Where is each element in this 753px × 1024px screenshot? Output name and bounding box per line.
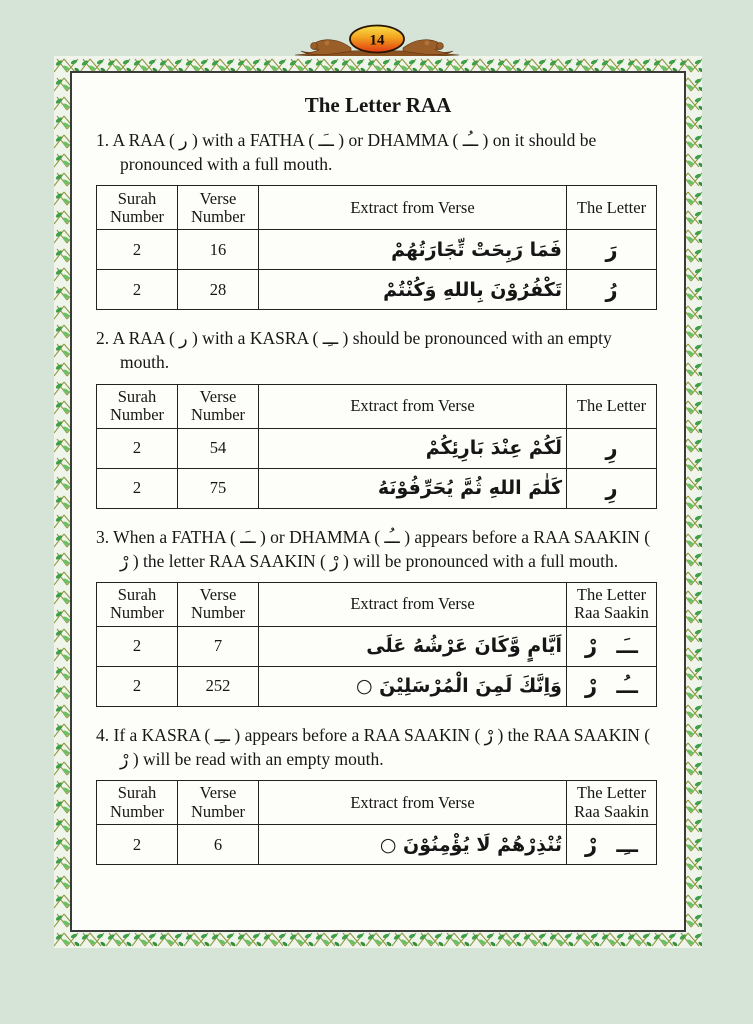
- col-header-surah: Surah Number: [97, 582, 178, 626]
- col-header-surah: Surah Number: [97, 384, 178, 428]
- table-header-row: [97, 384, 657, 428]
- letter-cell: ــَـ رْ: [567, 626, 657, 666]
- letter-cell: رِ: [567, 428, 657, 468]
- verse-number: 6: [178, 825, 259, 865]
- col-header-surah: Surah Number: [97, 781, 178, 825]
- surah-number: 2: [97, 666, 178, 706]
- surah-number: 2: [97, 230, 178, 270]
- verse-number: 54: [178, 428, 259, 468]
- col-header-extract: Extract from Verse: [259, 186, 567, 230]
- verse-extract: وَاِنَّكَ لَمِنَ الْمُرْسَلِيْنَ ○: [259, 666, 567, 706]
- letter-cell: ــُـ رْ: [567, 666, 657, 706]
- page-number: 14: [369, 32, 384, 49]
- rule-3: 3. When a FATHA ( ــَـ ) or DHAMMA ( ــُـ ) appears before a RAA SAAKIN ( رْ ) the letter RAA SAAKIN ( رْ ) will be pronounced with a full mouth.: [96, 526, 651, 571]
- rule-3-table: [96, 582, 657, 707]
- verse-number: 28: [178, 270, 259, 310]
- table-row: [97, 626, 657, 666]
- table-header-row: [97, 582, 657, 626]
- verse-number: 252: [178, 666, 259, 706]
- surah-number: 2: [97, 468, 178, 508]
- content-page: [70, 71, 686, 932]
- verse-extract: لَكُمْ عِنْدَ بَارِئِكُمْ: [259, 428, 567, 468]
- col-header-verse: Verse Number: [178, 384, 259, 428]
- verse-extract: اَيَّامٍ وَّكَانَ عَرْشُهُ عَلَى: [259, 626, 567, 666]
- verse-extract: فَمَا رَبِحَتْ تِّجَارَتُهُمْ: [259, 230, 567, 270]
- letter-cell: ــِـ رْ: [567, 825, 657, 865]
- rule-2: 2. A RAA ( ر ) with a KASRA ( ــِـ ) should be pronounced with an empty mouth.: [96, 328, 612, 373]
- surah-number: 2: [97, 626, 178, 666]
- verse-extract: تَكْفُرُوْنَ بِاللهِ وَكُنْتُمْ: [259, 270, 567, 310]
- verse-number: 75: [178, 468, 259, 508]
- col-header-letter: The Letter Raa Saakin: [567, 582, 657, 626]
- rule-4: 4. If a KASRA ( ــِـ ) appears before a RAA SAAKIN ( رْ ) the RAA SAAKIN ( رْ ) will be read with an empty mouth.: [96, 724, 651, 769]
- table-header-row: [97, 186, 657, 230]
- letter-cell: رَ: [567, 230, 657, 270]
- col-header-letter: The Letter Raa Saakin: [567, 781, 657, 825]
- verse-extract: تُنْذِرْهُمْ لَا يُؤْمِنُوْنَ ○: [259, 825, 567, 865]
- surah-number: 2: [97, 428, 178, 468]
- table-row: [97, 230, 657, 270]
- rule-2-table: [96, 384, 657, 509]
- col-header-surah: Surah Number: [97, 186, 178, 230]
- rule-4-table: [96, 780, 657, 865]
- letter-cell: رِ: [567, 468, 657, 508]
- table-row: [97, 428, 657, 468]
- letter-cell: رُ: [567, 270, 657, 310]
- table-header-row: [97, 781, 657, 825]
- table-row: [97, 666, 657, 706]
- surah-number: 2: [97, 270, 178, 310]
- verse-number: 7: [178, 626, 259, 666]
- rule-1: 1. A RAA ( ر ) with a FATHA ( ــَـ ) or DHAMMA ( ــُـ ) on it should be pronounced with a full mouth.: [96, 130, 597, 175]
- col-header-verse: Verse Number: [178, 582, 259, 626]
- col-header-verse: Verse Number: [178, 781, 259, 825]
- rule-1-table: [96, 185, 657, 310]
- col-header-extract: Extract from Verse: [259, 384, 567, 428]
- table-row: [97, 825, 657, 865]
- col-header-extract: Extract from Verse: [259, 582, 567, 626]
- col-header-letter: The Letter: [567, 186, 657, 230]
- surah-number: 2: [97, 825, 178, 865]
- page-title: The Letter RAA: [304, 93, 452, 117]
- table-row: [97, 468, 657, 508]
- col-header-verse: Verse Number: [178, 186, 259, 230]
- col-header-extract: Extract from Verse: [259, 781, 567, 825]
- decorative-border: [54, 56, 702, 948]
- verse-extract: كَلٰمَ اللهِ ثُمَّ يُحَرِّفُوْنَهُ: [259, 468, 567, 508]
- table-row: [97, 270, 657, 310]
- verse-number: 16: [178, 230, 259, 270]
- col-header-letter: The Letter: [567, 384, 657, 428]
